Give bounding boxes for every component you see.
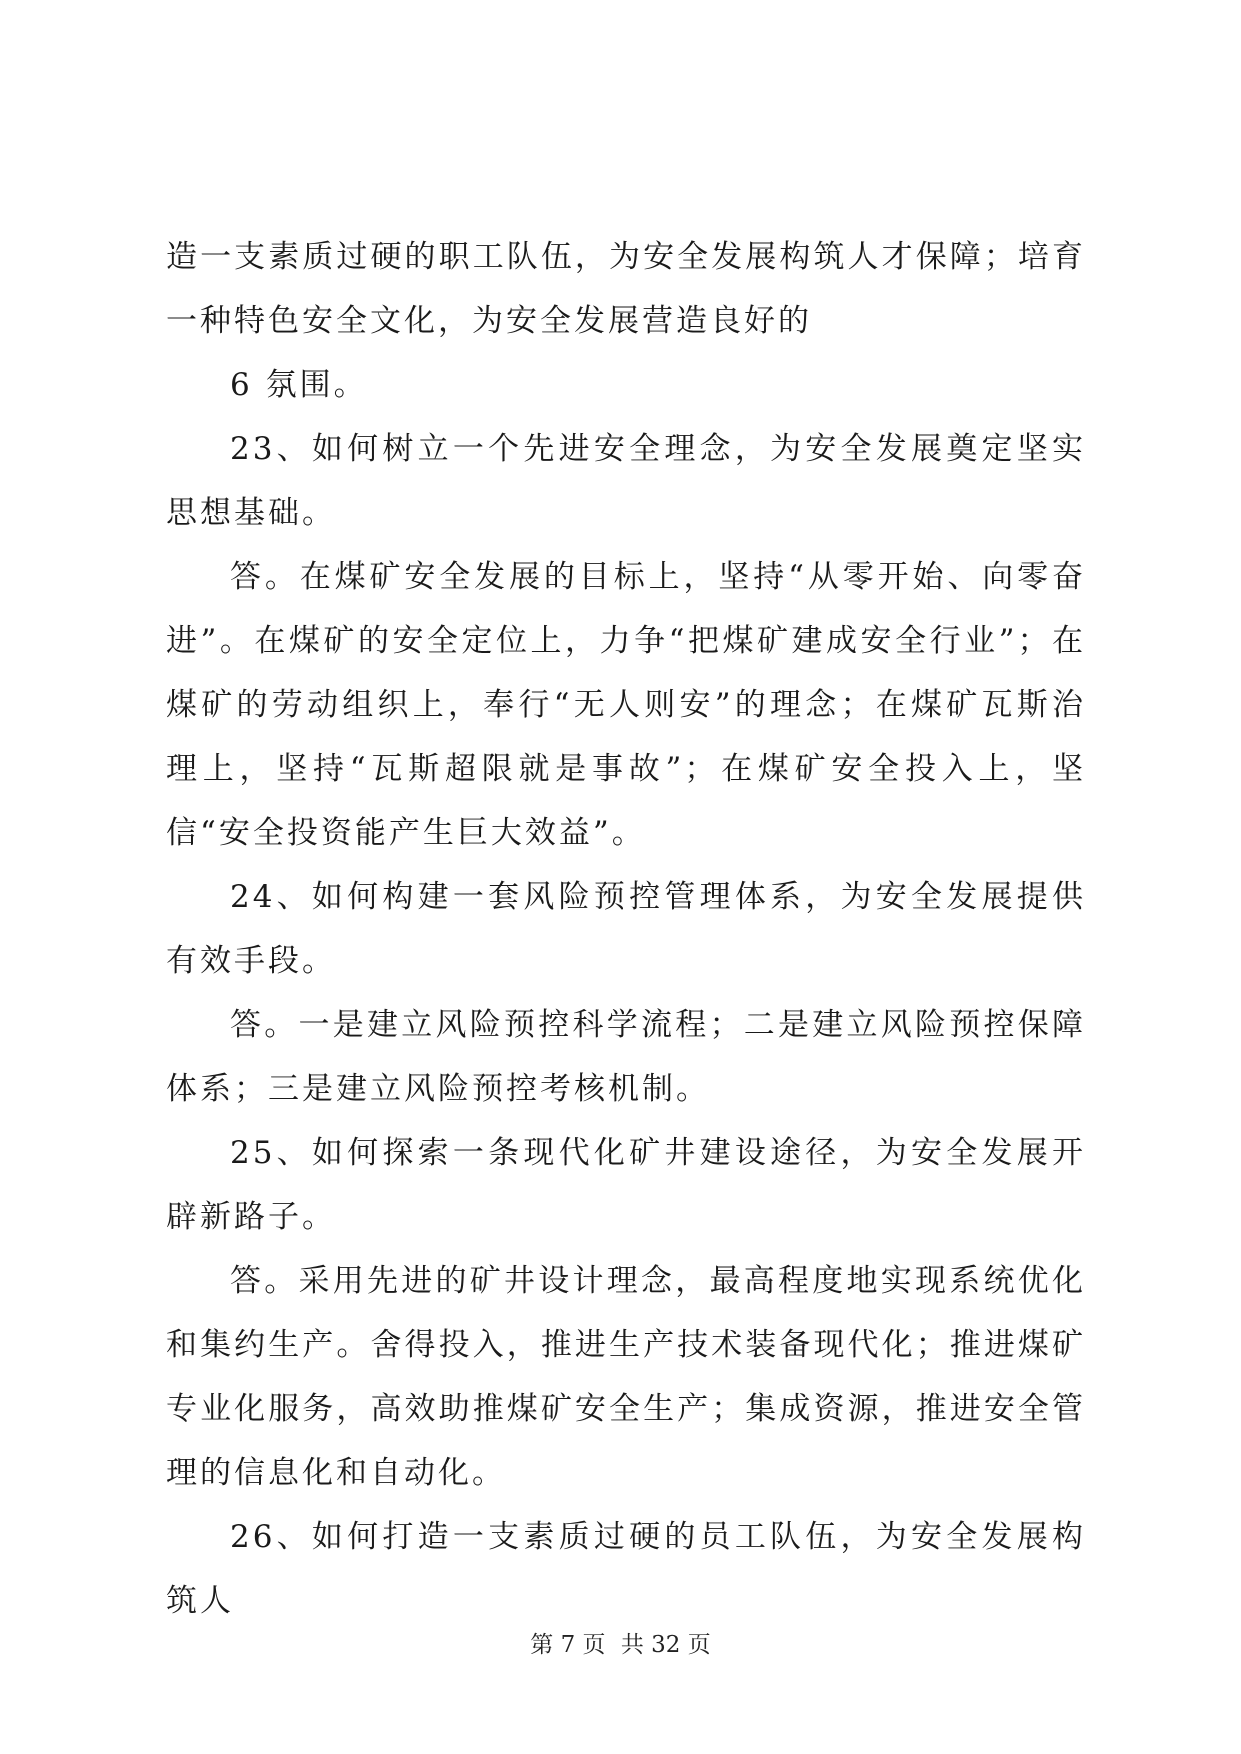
page-footer <box>0 1626 1241 1659</box>
paragraph-2: 6 氛围。 <box>230 367 368 403</box>
answer-24: 答。一是建立风险预控科学流程；二是建立风险预控保障体系；三是建立风险预控考核机制。 <box>166 1007 1086 1107</box>
question-24: 24、如何构建一套风险预控管理体系，为安全发展提供有效手段。 <box>166 879 1086 979</box>
paragraph-1: 造一支素质过硬的职工队伍，为安全发展构筑人才保障；培育一种特色安全文化，为安全发展营造良好的 <box>166 239 1086 339</box>
page-number: 第 7 页 <box>530 1632 606 1658</box>
question-23: 23、如何树立一个先进安全理念，为安全发展奠定坚实思想基础。 <box>166 431 1086 531</box>
answer-25: 答。采用先进的矿井设计理念，最高程度地实现系统优化和集约生产。舍得投入，推进生产技术装备现代化；推进煤矿专业化服务，高效助推煤矿安全生产；集成资源，推进安全管理的信息化和自动化。 <box>166 1263 1086 1491</box>
answer-23: 答。在煤矿安全发展的目标上，坚持“从零开始、向零奋进”。在煤矿的安全定位上，力争“把煤矿建成安全行业”；在煤矿的劳动组织上，奉行“无人则安”的理念；在煤矿瓦斯治理上，坚持“瓦斯超限就是事故”；在煤矿安全投入上，坚信“安全投资能产生巨大效益”。 <box>166 559 1086 851</box>
question-26: 26、如何打造一支素质过硬的员工队伍，为安全发展构筑人 <box>166 1519 1086 1619</box>
document-body <box>166 225 1086 1633</box>
total-pages: 共 32 页 <box>620 1632 711 1658</box>
question-25: 25、如何探索一条现代化矿井建设途径，为安全发展开辟新路子。 <box>166 1135 1086 1235</box>
